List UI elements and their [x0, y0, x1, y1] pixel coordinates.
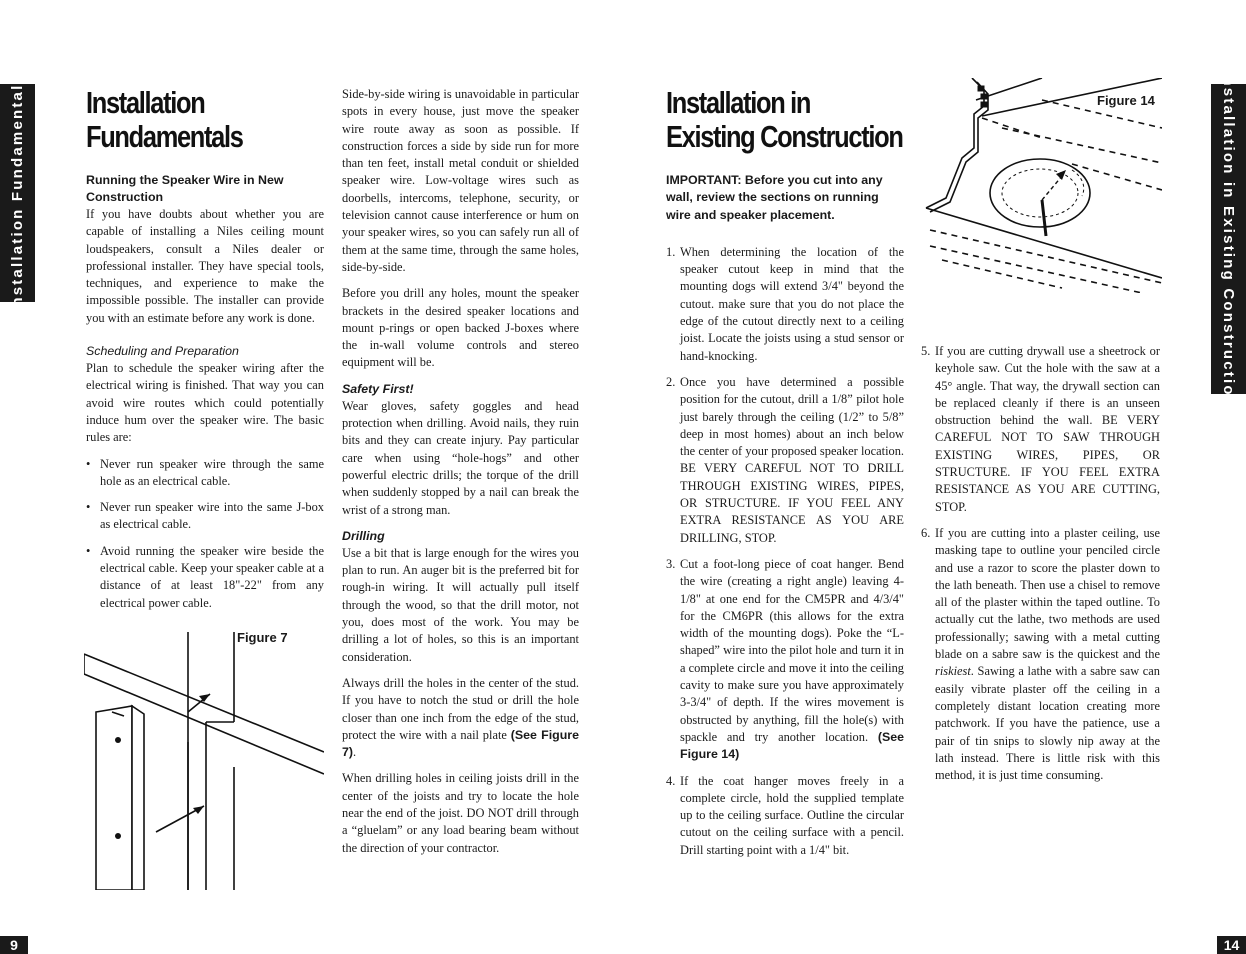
important-notice: IMPORTANT: Before you cut into any wall, review the sections on running wire and speaker placement. — [666, 173, 883, 222]
list-item: • Never run speaker wire through the same hole as an electrical cable. — [86, 456, 324, 491]
list-item: • Never run speaker wire into the same J-box as electrical cable. — [86, 499, 324, 534]
figure-14-coat-hanger-illustration — [922, 78, 1162, 293]
figure-7-label: Figure 7 — [237, 630, 288, 645]
paragraph-side-by-side: Side-by-side wiring is unavoidable in particular spots in every house, just move the speaker wire route away as soon as possible. If construction forces a side by side run for more than ten feet, install metal conduit or shielded speaker wire. Low-voltage wires such as doorbells, intercoms, telephone, security, or television cannot cause interference or hum on your speaker wires, so you can safely run all of them at the same time, through the same holes, side-by-side. — [342, 87, 579, 274]
figure-7-nail-plate-illustration — [84, 632, 324, 890]
figure-7-reference: (See Figure 7) — [342, 727, 579, 760]
rules-list — [86, 456, 324, 612]
heading-drilling: Drilling — [342, 528, 385, 543]
right-page-column-2 — [921, 343, 1160, 793]
heading-scheduling: Scheduling and Preparation — [86, 344, 239, 359]
figure-14-label: Figure 14 — [1097, 93, 1155, 108]
steps-list-1 — [666, 244, 904, 859]
list-item: 4. If the coat hanger moves freely in a complete circle, hold the supplied template up to the ceiling surface. Outline the circular cutout on the ceiling surface with a pencil. Drill starting point with a 1/4" bit. — [666, 773, 904, 857]
page-number-right: 14 — [1217, 936, 1246, 954]
figure-14-reference: (See Figure 14) — [680, 729, 904, 762]
list-item: 3. Cut a foot-long piece of coat hanger. Bend the wire (creating a right angle) leaving 4-1/8" at one end for the CM5PR and 4/3/4" for the CM6PR (this allows for the extra width of the mounting dogs). Poke the “L-shaped” wire into the pilot hole and turn it in a complete circle and move it into the ceiling cavity to make sure you have approximately 3-3/4" of depth. If the wires movement is obstructed by anything, fill the hole(s) with spackle and try another location. (See Figure 14) — [666, 556, 904, 762]
paragraph-drilling: Use a bit that is large enough for the wires you plan to run. An auger bit is the preferred bit for rough-in wiring. It will actually pull itself through the wood, so that the drill motor, not you, does most of the work. You may be drilling a lot of holes, so this is an important consideration. — [342, 545, 579, 664]
steps-list-2 — [921, 343, 1160, 784]
list-item: 5. If you are cutting drywall use a sheetrock or keyhole saw. Cut the hole with the saw at a 45° angle. That way, the drywall section can be replaced cleanly if there is an unseen obstruction behind the wall. BE VERY CAREFUL NOT TO SAW THROUGH EXISTING WIRES, PIPES, OR STRUCTURE. IF YOU FEEL EXTRA RESISTANCE AS YOU ARE CUTTING, STOP. — [921, 344, 1160, 514]
list-item: • Avoid running the speaker wire beside the electrical cable. Keep your speaker cable at a distance of at least 18"-22" from any electrical power cable. — [86, 543, 324, 612]
paragraph-ceiling-joists: When drilling holes in ceiling joists drill in the center of the joists and try to locate the hole near the end of the joist. DO NOT drill through a “gluelam” or any load bearing beam without the direction of your contractor. — [342, 771, 579, 855]
section-tab-left-label: Installation Fundamentals — [9, 72, 26, 314]
heading-running-wire: Running the Speaker Wire in New Construction — [86, 173, 284, 204]
heading-safety-first: Safety First! — [342, 381, 414, 396]
page-title-right: Installation in Existing Construction — [666, 85, 903, 154]
page-number-left: 9 — [0, 936, 28, 954]
right-page-column-1 — [666, 86, 904, 868]
paragraph-running-wire: If you have doubts about whether you are capable of installing a Niles ceiling mount loudspeakers, consult a Niles dealer or professional installer. They have special tools, techniques, and experience to make the impossible possible. The installer can provide you with an estimate before any work is done. — [86, 207, 324, 325]
section-tab-right — [1211, 69, 1246, 409]
list-item: 6. If you are cutting into a plaster ceiling, use masking tape to outline your penciled circle and use a razor to score the plaster down to the lath beneath. Then use a chisel to remove all of the plaster within the taped outline. To actually cut the lathe, two methods are used professionally; sawing with a metal cutting blade on a sabre saw is the quickest and the riskiest. Sawing a lathe with a sabre saw can easily vibrate plaster off the ceiling in a completely distant location creating more patchwork. If you have the patience, use a pair of tin snips to slowly nip away at the lath instead. There is little risk with this method, it is just time consuming. — [921, 525, 1160, 783]
list-item: 2. Once you have determined a possible position for the cutout, drill a 1/8” pilot hole just barely through the ceiling (1/2” to 5/8” deep in most homes) about an inch below the center of your proposed speaker location. BE VERY CAREFUL NOT TO DRILL THROUGH EXISTING WIRES, PIPES, OR STRUCTURE. IF YOU FEEL ANY EXTRA RESISTANCE AS YOU ARE DRILLING, STOP. — [666, 374, 904, 545]
paragraph-scheduling: Plan to schedule the speaker wiring after the electrical wiring is finished. That way you can avoid wire routes which could potentially induce hum over the speaker wire. The basic rules are: — [86, 361, 324, 445]
page-title-left: Installation Fundamentals — [86, 85, 243, 154]
list-item: 1. When determining the location of the speaker cutout keep in mind that the mounting dogs will extend 3/4" beyond the cutout. make sure that you do not place the edge of the cutout directly next to a ceiling joist. Locate the joists using a stud sensor or hand-knocking. — [666, 244, 904, 363]
paragraph-safety: Wear gloves, safety goggles and head protection when drilling. Avoid nails, they ruin bits and they can create injury. Pay particular care when using “hole-hogs” and other powerful electric drills; the torque of the drill when suddenly stopped by a nail can break the wrist of a strong man. — [342, 398, 579, 517]
section-tab-left — [0, 72, 35, 314]
paragraph-drill-center: Always drill the holes in the center of the stud. If you have to notch the stud or drill the hole closer than one inch from the edge of the stud, protect the wire with a nail plate (See Figure 7). — [342, 675, 579, 760]
section-tab-right-label: Installation in Existing Construction — [1220, 69, 1237, 409]
left-page-column-2 — [342, 86, 579, 857]
left-page-column-1 — [86, 86, 324, 621]
paragraph-before-drilling: Before you drill any holes, mount the speaker brackets in the desired speaker locations and mount p-rings or open backed J-boxes where the in-wall volume controls and stereo equipment will be. — [342, 286, 579, 370]
